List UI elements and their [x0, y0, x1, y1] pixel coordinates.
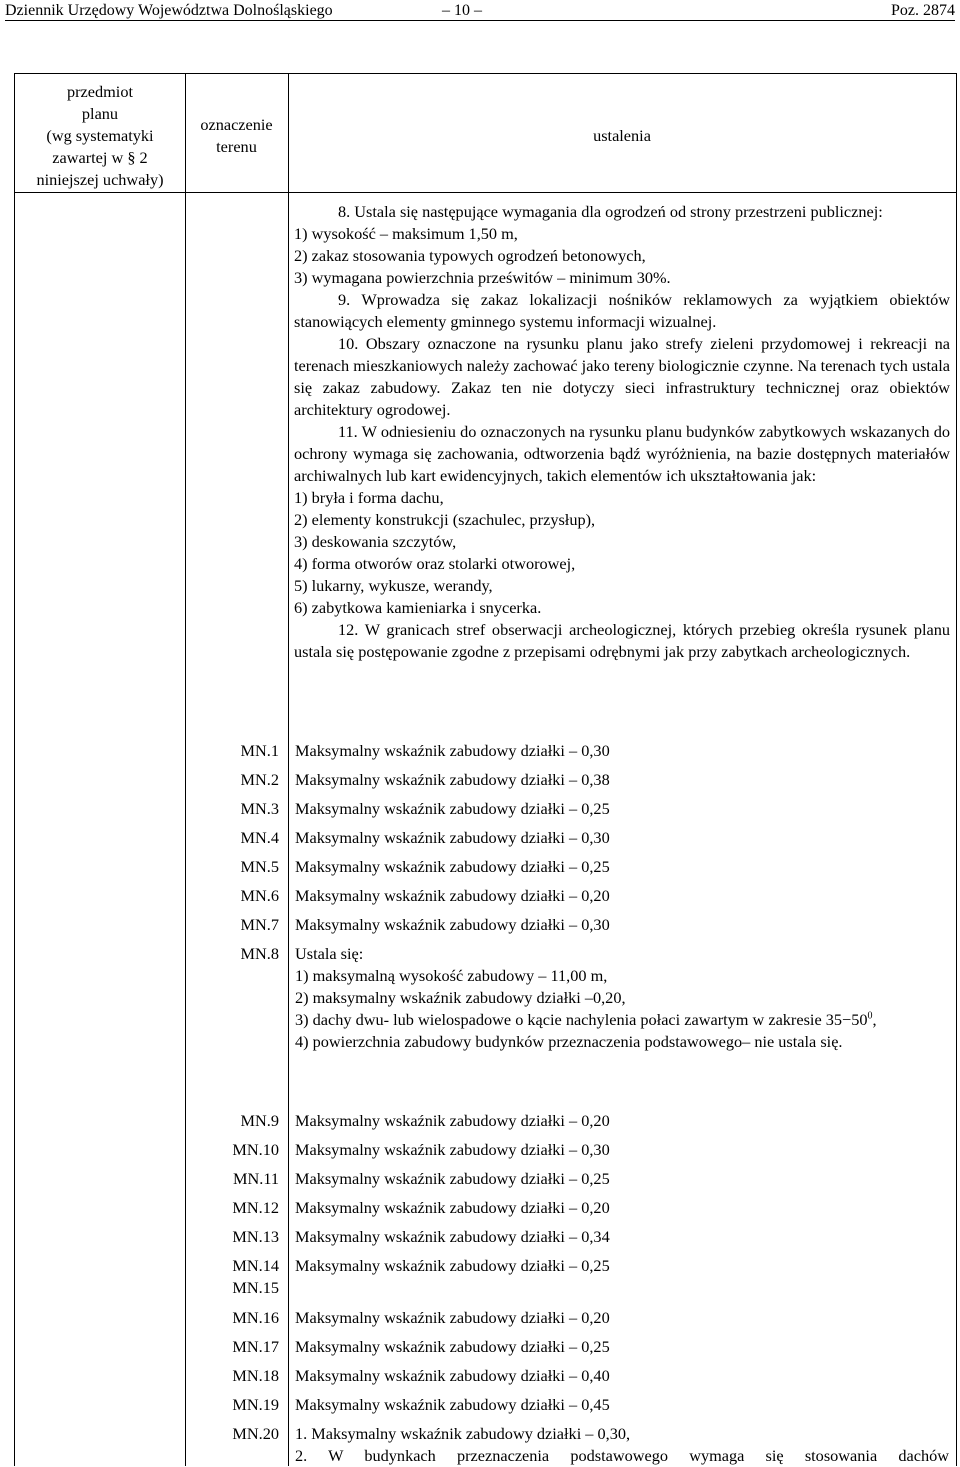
area-code: MN.14: [232, 1256, 279, 1275]
area-code: MN.13: [232, 1227, 279, 1246]
provision-10: 10. Obszary oznaczone na rysunku planu jako strefy zieleni przydomowej i rekreacji na terenach mieszkaniowych należy zachować jako tereny biologicznie czynne. Na terenach tych ustala się zakaz zabudowy. Zakaz ten nie dotyczy sieci infrastruktury technicznej oraz obiektów architektury ogrodowej.: [294, 334, 950, 419]
list-item: 2. W budynkach przeznaczenia podstawowego wymaga się stosowania dachów: [295, 1446, 949, 1465]
area-provision: Maksymalny wskaźnik zabudowy działki – 0,20: [295, 1111, 610, 1130]
page-number: – 10 –: [442, 2, 482, 19]
header-line: planu: [81, 104, 119, 123]
list-item: 3) deskowania szczytów,: [294, 532, 457, 551]
area-provision: Maksymalny wskaźnik zabudowy działki – 0,30: [295, 741, 610, 760]
regulations-table: [14, 73, 957, 1466]
general-provisions: [294, 201, 950, 663]
area-code: MN.10: [232, 1140, 279, 1159]
list-item: 1) maksymalną wysokość zabudowy – 11,00 m,: [295, 966, 608, 985]
area-provision: Maksymalny wskaźnik zabudowy działki – 0,30: [295, 915, 610, 934]
area-provision: Maksymalny wskaźnik zabudowy działki – 0,25: [295, 1256, 610, 1275]
area-code: MN.15: [232, 1278, 279, 1297]
list-item: 1) wysokość – maksimum 1,50 m,: [294, 224, 518, 243]
area-provision: Maksymalny wskaźnik zabudowy działki – 0,40: [295, 1366, 610, 1385]
area-code: MN.5: [240, 857, 279, 876]
area-provision: [295, 1423, 949, 1467]
area-code: MN.4: [240, 828, 279, 847]
header-line: oznaczenie: [200, 115, 273, 134]
area-code: MN.7: [240, 915, 279, 934]
area-code: MN.11: [233, 1169, 279, 1188]
area-provision: [295, 943, 949, 1053]
area-provision: Maksymalny wskaźnik zabudowy działki – 0,20: [295, 1308, 610, 1327]
list-item: [295, 1009, 949, 1031]
provision-intro: Ustala się:: [295, 944, 364, 963]
page-header: [5, 0, 955, 21]
area-code: MN.18: [232, 1366, 279, 1385]
area-provision: Maksymalny wskaźnik zabudowy działki – 0,25: [295, 1337, 610, 1356]
area-code: MN.17: [232, 1337, 279, 1356]
list-item: 2) elementy konstrukcji (szachulec, przysłup),: [294, 510, 596, 529]
header-divider: [15, 192, 956, 193]
area-code: MN.3: [240, 799, 279, 818]
list-item: 2) maksymalny wskaźnik zabudowy działki –0,20,: [295, 988, 626, 1007]
area-provision: Maksymalny wskaźnik zabudowy działki – 0,38: [295, 770, 610, 789]
header-area-code: [185, 114, 288, 158]
area-code: MN.12: [232, 1198, 279, 1217]
area-code: MN.9: [240, 1111, 279, 1130]
list-item: 4) powierzchnia zabudowy budynków przeznaczenia podstawowego– nie ustala się.: [295, 1032, 843, 1051]
header-line: terenu: [216, 137, 257, 156]
area-code: MN.20: [232, 1424, 279, 1443]
area-code: MN.1: [240, 741, 279, 760]
header-line: zawartej w § 2: [52, 148, 148, 167]
list-item: 6) zabytkowa kamieniarka i snycerka.: [294, 598, 542, 617]
area-code: MN.19: [232, 1395, 279, 1414]
area-provision: Maksymalny wskaźnik zabudowy działki – 0,25: [295, 1169, 610, 1188]
area-provision: Maksymalny wskaźnik zabudowy działki – 0,30: [295, 1140, 610, 1159]
list-item: 5) lukarny, wykusze, werandy,: [294, 576, 493, 595]
list-item: 4) forma otworów oraz stolarki otworowej,: [294, 554, 576, 573]
area-code: MN.2: [240, 770, 279, 789]
column-divider: [288, 74, 289, 1466]
degree-superscript: 0: [867, 1010, 873, 1022]
header-line: niniejszej uchwały): [36, 170, 164, 189]
list-item-tail: ,: [872, 1010, 877, 1029]
list-item: 1. Maksymalny wskaźnik zabudowy działki – 0,30,: [295, 1424, 631, 1443]
area-provision: Maksymalny wskaźnik zabudowy działki – 0,30: [295, 828, 610, 847]
position-number: Poz. 2874: [891, 2, 955, 19]
journal-title: Dziennik Urzędowy Województwa Dolnośląskiego: [5, 2, 333, 19]
list-item: 1) bryła i forma dachu,: [294, 488, 444, 507]
header-subject: [15, 81, 185, 191]
provision-11: 11. W odniesieniu do oznaczonych na rysunku planu budynków zabytkowych wskazanych do ochrony wymaga się zachowania, odtworzenia bądź wyróżnienia, na bazie dostępnych materiałów archiwalnych lub kart ewidencyjnych, takich elementów ich ukształtowania jak:: [294, 422, 950, 485]
header-line: przedmiot: [66, 82, 133, 101]
area-provision: Maksymalny wskaźnik zabudowy działki – 0,20: [295, 1198, 610, 1217]
provision-9: 9. Wprowadza się zakaz lokalizacji nośników reklamowych za wyjątkiem obiektów stanowiących elementy gminnego systemu informacji wizualnej.: [294, 290, 950, 331]
area-provision: Maksymalny wskaźnik zabudowy działki – 0,25: [295, 857, 610, 876]
header-line: (wg systematyki: [46, 126, 154, 145]
area-provision: Maksymalny wskaźnik zabudowy działki – 0,25: [295, 799, 610, 818]
area-provision: Maksymalny wskaźnik zabudowy działki – 0,45: [295, 1395, 610, 1414]
area-code: MN.6: [240, 886, 279, 905]
header-provisions: ustalenia: [593, 126, 651, 145]
area-provision: Maksymalny wskaźnik zabudowy działki – 0,34: [295, 1227, 610, 1246]
list-item: 2) zakaz stosowania typowych ogrodzeń betonowych,: [294, 246, 646, 265]
provision-8: 8. Ustala się następujące wymagania dla ogrodzeń od strony przestrzeni publicznej:: [338, 202, 883, 221]
list-item: 3) wymagana powierzchnia prześwitów – minimum 30%.: [294, 268, 671, 287]
list-item-text: 3) dachy dwu- lub wielospadowe o kącie nachylenia połaci zawartym w zakresie 35−50: [295, 1010, 868, 1029]
area-code: MN.8: [240, 944, 279, 963]
area-provision: Maksymalny wskaźnik zabudowy działki – 0,20: [295, 886, 610, 905]
provision-12: 12. W granicach stref obserwacji archeologicznej, których przebieg określa rysunek planu ustala się postępowanie zgodne z przepisami odrębnymi jak przy zabytkach archeologicznych.: [294, 620, 950, 661]
area-code: MN.16: [232, 1308, 279, 1327]
